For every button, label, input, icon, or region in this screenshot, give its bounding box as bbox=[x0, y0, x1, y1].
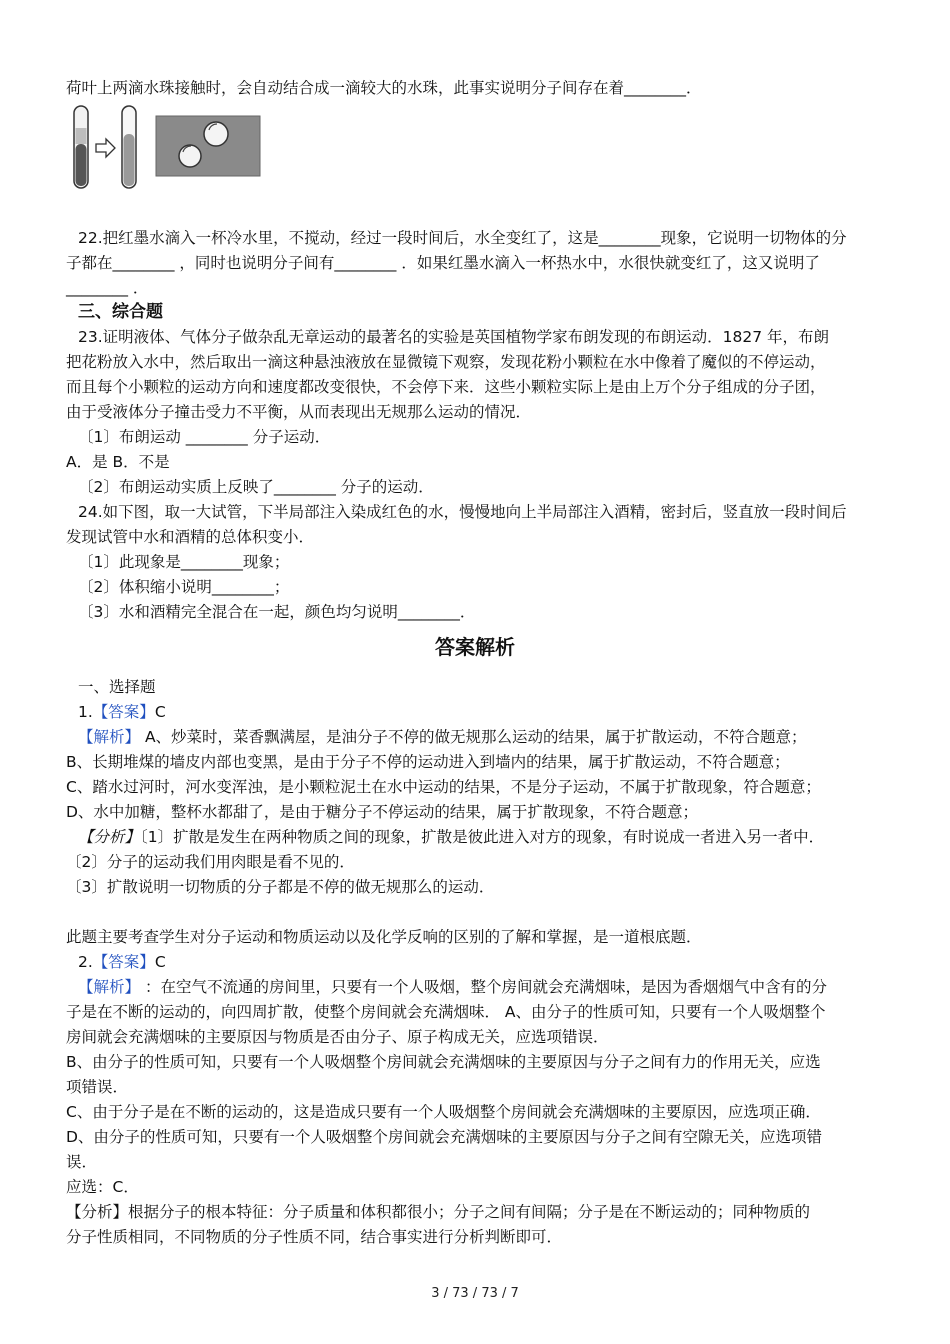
answer-2-analysis-3: 房间就会充满烟味的主要原因与物质是否由分子、原子构成无关，应选项错误． bbox=[66, 1028, 609, 1046]
answer-1-review-3: 〔3〕扩散说明一切物质的分子都是不停的做无规那么的运动． bbox=[66, 878, 495, 896]
q23-subq1: 〔1〕布朗运动 ________ 分子运动． bbox=[78, 428, 331, 446]
answer-2-analysis-6: C、由于分子是在不断的运动的，这是造成只要有一个人吸烟整个房间就会充满烟味的主要原因，应选项正确． bbox=[66, 1103, 821, 1121]
q21-text: 荷叶上两滴水珠接触时，会自动结合成一滴较大的水珠，此事实说明分子间存在着________． bbox=[66, 79, 702, 97]
answer-2-analysis-1 bbox=[78, 977, 827, 997]
answer-2-review-1: 【分析】根据分子的根本特征：分子质量和体积都很小；分子之间有间隔；分子是在不断运动的；同种物质的 bbox=[66, 1203, 811, 1221]
answer-1-analysis-C: C、踏水过河时，河水变浑浊，是小颗粒泥土在水中运动的结果，不是分子运动，不属于扩散现象，符合题意； bbox=[66, 778, 821, 796]
q24-subq3: 〔3〕水和酒精完全混合在一起，颜色均匀说明________． bbox=[78, 603, 476, 621]
q24-subq2: 〔2〕体积缩小说明________； bbox=[78, 578, 290, 596]
answer-2-analysis-7: D、由分子的性质可知，只要有一个人吸烟整个房间就会充满烟味的主要原因与分子之间有空隙无关，应选项错 bbox=[66, 1128, 822, 1146]
q23-options: A．是 B．不是 bbox=[66, 453, 170, 471]
review-tag: 【分析】 bbox=[78, 828, 141, 846]
analysis-2-text: ：在空气不流通的房间里，只要有一个人吸烟，整个房间就会充满烟味，是因为香烟烟气中含有的分 bbox=[140, 978, 827, 996]
q22-line1: 22.把红墨水滴入一杯冷水里，不搅动，经过一段时间后，水全变红了，这是________现象，它说明一切物体的分 bbox=[78, 229, 847, 247]
review-1-text: 〔1〕扩散是发生在两种物质之间的现象，扩散是彼此进入对方的现象，有时说成一者进入另一者中． bbox=[140, 828, 825, 846]
answer-2-value: C bbox=[154, 953, 166, 971]
section-heading-comprehensive: 三、综合题 bbox=[78, 302, 163, 322]
answer-1-review-2: 〔2〕分子的运动我们用肉眼是看不见的． bbox=[66, 853, 355, 871]
answer-2-choice: 应选：C． bbox=[66, 1178, 139, 1196]
answer-1-number: 1. bbox=[78, 703, 93, 721]
answer-1-analysis-D: D、水中加糖，整杯水都甜了，是由于糖分子不停运动的结果，属于扩散现象，不符合题意； bbox=[66, 803, 698, 821]
page-number: 3 / 73 / 73 / 7 bbox=[431, 1286, 519, 1301]
answer-2-review-2: 分子性质相同，不同物质的分子性质不同，结合事实进行分析判断即可． bbox=[66, 1228, 563, 1246]
water-droplets-on-leaf-icon bbox=[156, 116, 260, 176]
answer-1-summary: 此题主要考查学生对分子运动和物质运动以及化学反响的区别的了解和掌握，是一道根底题． bbox=[66, 928, 702, 946]
section-heading-choice: 一、选择题 bbox=[78, 678, 156, 696]
q24-line1: 24.如下图，取一大试管，下半局部注入染成红色的水，慢慢地向上半局部注入酒精，密封后，竖直放一段时间后 bbox=[78, 503, 847, 521]
answer-2-line bbox=[78, 952, 166, 972]
analysis-2-tag: 【解析】 bbox=[78, 978, 141, 996]
analysis-tag: 【解析】 bbox=[78, 728, 141, 746]
answer-1-analysis-A bbox=[78, 727, 807, 747]
answer-1-line bbox=[78, 702, 166, 722]
answer-section-title: 答案解析 bbox=[435, 635, 515, 659]
answer-2-analysis-8: 误． bbox=[66, 1153, 98, 1171]
answer-2-analysis-2: 子是在不断的运动的，向四周扩散，使整个房间就会充满烟味． A、由分子的性质可知，只要有一个人吸烟整个 bbox=[66, 1003, 826, 1021]
figure-tubes-droplets bbox=[66, 104, 266, 196]
test-tube-right-icon bbox=[122, 106, 136, 188]
answer-2-number: 2. bbox=[78, 953, 93, 971]
q23-line4: 由于受液体分子撞击受力不平衡，从而表现出无规那么运动的情况． bbox=[66, 403, 532, 421]
analysis-A-text: A、炒菜时，菜香飘满屋，是油分子不停的做无规那么运动的结果，属于扩散运动，不符合题意； bbox=[140, 728, 807, 746]
q23-subq2: 〔2〕布朗运动实质上反映了________ 分子的运动． bbox=[78, 478, 434, 496]
answer-2-analysis-5: 项错误． bbox=[66, 1078, 129, 1096]
q24-subq1: 〔1〕此现象是________现象； bbox=[78, 553, 290, 571]
answer-2-tag: 【答案】 bbox=[92, 953, 155, 971]
test-tube-left-icon bbox=[74, 106, 88, 188]
q24-line2: 发现试管中水和酒精的总体积变小． bbox=[66, 528, 315, 546]
answer-1-value: C bbox=[154, 703, 166, 721]
q23-line2: 把花粉放入水中，然后取出一滴这种悬浊液放在显微镜下观察，发现花粉小颗粒在水中像着了魔似的不停运动， bbox=[66, 353, 826, 371]
q22-line2: 子都在________ ，同时也说明分子间有________ ．如果红墨水滴入一杯热水中，水很快就变红了，这又说明了 bbox=[66, 254, 820, 272]
answer-2-analysis-4: B、由分子的性质可知，只要有一个人吸烟整个房间就会充满烟味的主要原因与分子之间有力的作用无关，应选 bbox=[66, 1053, 821, 1071]
answer-1-analysis-B: B、长期堆煤的墙皮内部也变黑，是由于分子不停的运动进入到墙内的结果，属于扩散运动，不符合题意； bbox=[66, 753, 790, 771]
answer-1-review-1 bbox=[78, 827, 824, 847]
q23-line1: 23.证明液体、气体分子做杂乱无章运动的最著名的实验是英国植物学家布朗发现的布朗运动．1827 年，布朗 bbox=[78, 328, 830, 346]
answer-1-tag: 【答案】 bbox=[92, 703, 155, 721]
arrow-right-icon bbox=[96, 139, 115, 157]
q22-line3: ________ ． bbox=[66, 279, 149, 297]
q23-line3: 而且每个小颗粒的运动方向和速度都改变很快，不会停下来．这些小颗粒实际上是由上万个分子组成的分子团， bbox=[66, 378, 826, 396]
